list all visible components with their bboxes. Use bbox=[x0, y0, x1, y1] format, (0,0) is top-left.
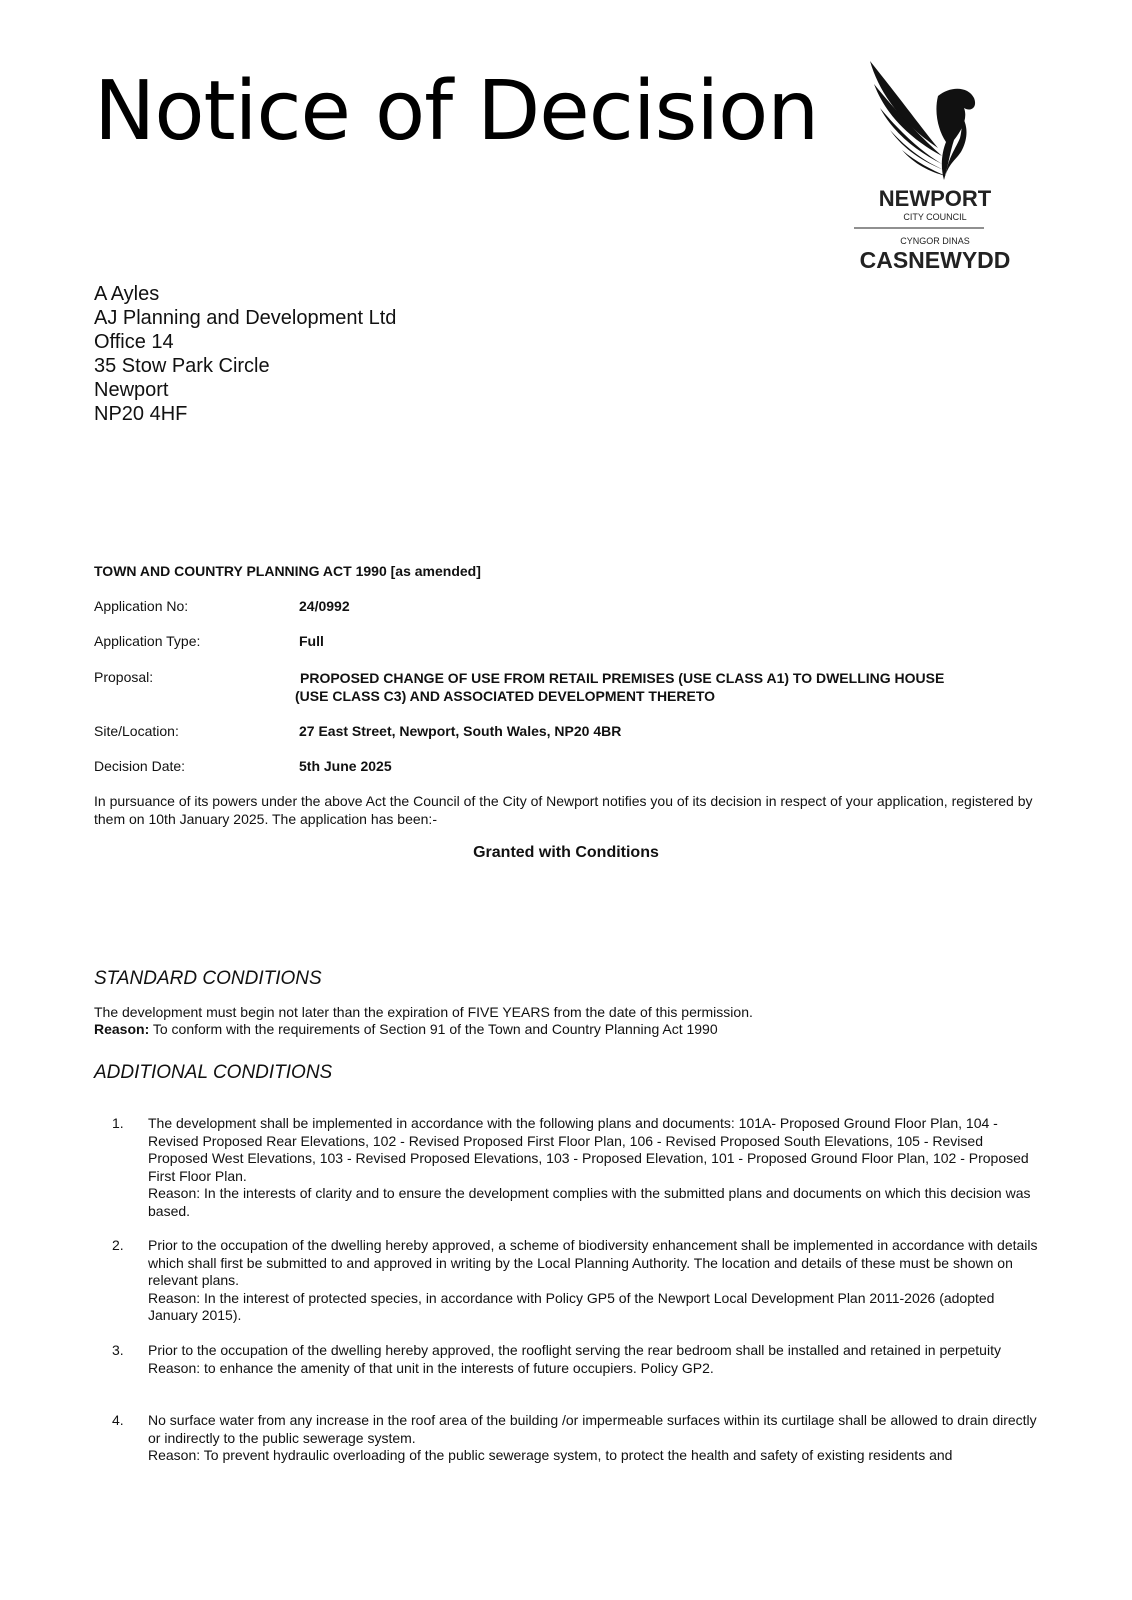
condition-number: 2. bbox=[112, 1237, 124, 1253]
condition-number: 1. bbox=[112, 1115, 124, 1131]
application-type-label: Application Type: bbox=[94, 633, 201, 649]
reason-text: To conform with the requirements of Section 91 of the Town and Country Planning Act 1990 bbox=[149, 1021, 718, 1037]
logo-name-line1: NEWPORT bbox=[878, 186, 992, 211]
council-logo bbox=[850, 56, 1020, 278]
condition-item bbox=[94, 1412, 1044, 1465]
condition-reason: Reason: To prevent hydraulic overloading of the public sewerage system, to protect the health and safety of existing residents and bbox=[148, 1447, 953, 1463]
address-line: Newport bbox=[94, 379, 169, 401]
address-line: 35 Stow Park Circle bbox=[94, 355, 270, 377]
dragon-emblem-icon bbox=[850, 56, 1020, 278]
site-location-label: Site/Location: bbox=[94, 723, 179, 739]
standard-conditions-heading: STANDARD CONDITIONS bbox=[94, 968, 322, 989]
address-line: Office 14 bbox=[94, 331, 174, 353]
condition-text: The development shall be implemented in accordance with the following plans and documents: 101A- Proposed Ground Floor Plan, 104 - Revised Proposed Rear Elevations, 102 - Revised Proposed First Floor Plan, 106 - Revised Proposed South Elevations, 105 - Revised Proposed West Elevations, 103 - Revised Proposed Elevations, 103 - Proposed Elevation, 101 - Proposed Ground Floor Plan, 102 - Proposed First Floor Plan. bbox=[148, 1115, 1029, 1184]
standard-condition-text: The development must begin not later than the expiration of FIVE YEARS from the date of this permission. bbox=[94, 1004, 753, 1020]
condition-text: Prior to the occupation of the dwelling hereby approved, the rooflight serving the rear bedroom shall be installed and retained in perpetuity bbox=[148, 1342, 1001, 1358]
proposal-line: (USE CLASS C3) AND ASSOCIATED DEVELOPMENT THERETO bbox=[295, 688, 716, 704]
act-heading: TOWN AND COUNTRY PLANNING ACT 1990 [as amended] bbox=[94, 563, 481, 579]
decision-outcome: Granted with Conditions bbox=[473, 844, 659, 861]
intro-paragraph: In pursuance of its powers under the above Act the Council of the City of Newport notifies you of its decision in respect of your application, registered by them on 10th January 2025. The application has been:- bbox=[94, 793, 1033, 827]
proposal-label: Proposal: bbox=[94, 669, 154, 685]
condition-reason: Reason: In the interests of clarity and to ensure the development complies with the submitted plans and documents on which this decision was based. bbox=[148, 1185, 1031, 1219]
address-line: A Ayles bbox=[94, 283, 160, 305]
standard-condition-reason bbox=[94, 1021, 1054, 1038]
condition-item bbox=[94, 1237, 1044, 1325]
logo-name-line2: CITY COUNCIL bbox=[903, 212, 967, 222]
condition-text: No surface water from any increase in the roof area of the building /or impermeable surfaces within its curtilage shall be allowed to drain directly or indirectly to the public sewerage system. bbox=[148, 1412, 1037, 1446]
proposal-value bbox=[295, 669, 1018, 705]
application-no-value: 24/0992 bbox=[299, 598, 350, 614]
condition-reason: Reason: In the interest of protected species, in accordance with Policy GP5 of the Newport Local Development Plan 2011-2026 (adopted January 2015). bbox=[148, 1289, 995, 1323]
condition-item bbox=[94, 1342, 1044, 1377]
reason-label: Reason: bbox=[94, 1021, 150, 1037]
condition-number: 4. bbox=[112, 1412, 124, 1428]
condition-item bbox=[94, 1115, 1044, 1220]
proposal-line: PROPOSED CHANGE OF USE FROM RETAIL PREMISES (USE CLASS A1) TO DWELLING HOUSE bbox=[300, 670, 945, 686]
condition-reason: Reason: to enhance the amenity of that unit in the interests of future occupiers. Policy GP2. bbox=[148, 1359, 714, 1376]
application-no-label: Application No: bbox=[94, 598, 189, 614]
standard-condition bbox=[94, 1004, 1054, 1038]
address-line: NP20 4HF bbox=[94, 403, 188, 425]
address-line: AJ Planning and Development Ltd bbox=[94, 307, 397, 329]
condition-text: Prior to the occupation of the dwelling hereby approved, a scheme of biodiversity enhancement shall be implemented in accordance with details which shall first be submitted to and approved in writing by the Local Planning Authority. The location and details of these must be shown on relevant plans. bbox=[148, 1237, 1038, 1288]
additional-conditions-heading: ADDITIONAL CONDITIONS bbox=[94, 1062, 333, 1083]
condition-number: 3. bbox=[112, 1342, 124, 1358]
logo-welsh-line2: CASNEWYDD bbox=[859, 247, 1011, 273]
logo-welsh-line1: CYNGOR DINAS bbox=[900, 236, 970, 246]
application-type-value: Full bbox=[299, 633, 324, 649]
page-title: Notice of Decision bbox=[94, 64, 819, 159]
recipient-address bbox=[94, 282, 396, 426]
decision-date-value: 5th June 2025 bbox=[299, 758, 392, 774]
site-location-value: 27 East Street, Newport, South Wales, NP20 4BR bbox=[299, 723, 622, 739]
decision-date-label: Decision Date: bbox=[94, 758, 186, 774]
